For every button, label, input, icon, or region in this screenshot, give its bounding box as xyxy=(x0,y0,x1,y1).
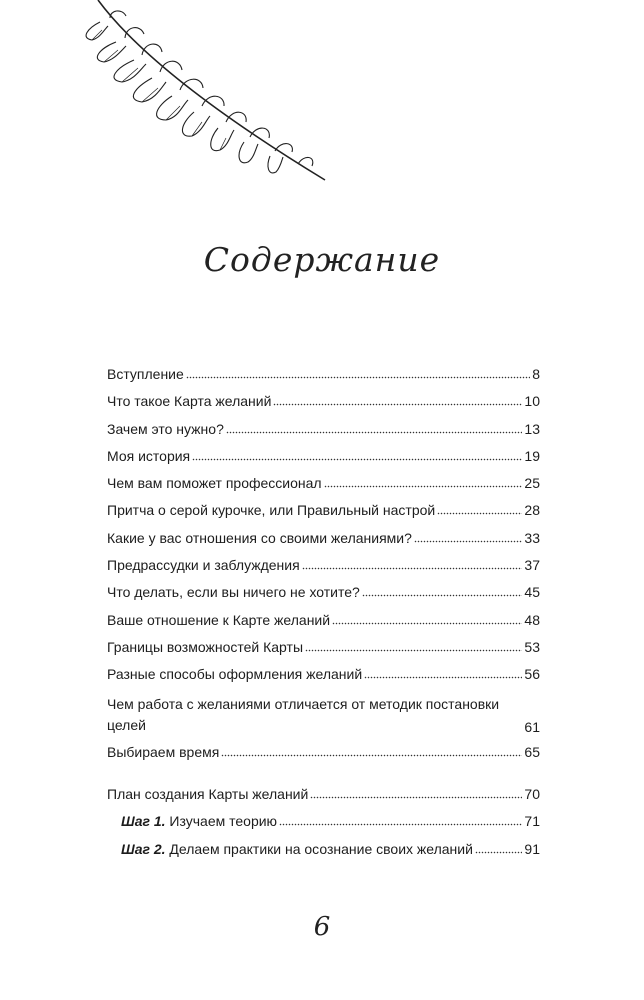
leader-dots xyxy=(192,449,522,461)
toc-item-page: 33 xyxy=(524,529,540,546)
leader-dots xyxy=(414,531,523,543)
page-number: 6 xyxy=(313,912,331,942)
leader-dots xyxy=(310,787,522,799)
toc-item[interactable] xyxy=(107,366,540,393)
leader-dots xyxy=(362,585,523,597)
toc-item-label: Вступление xyxy=(107,366,184,382)
table-of-contents-plan xyxy=(107,786,540,868)
toc-item[interactable] xyxy=(107,584,540,611)
leader-dots xyxy=(475,842,523,854)
toc-item[interactable] xyxy=(107,612,540,639)
toc-item-label: Ваше отношение к Карте желаний xyxy=(107,611,331,628)
toc-item-page: 48 xyxy=(524,611,540,628)
toc-item-label: Границы возможностей Карты xyxy=(107,638,303,655)
toc-item-page: 53 xyxy=(524,638,540,655)
toc-item-label: Зачем это нужно? xyxy=(107,420,224,437)
toc-item-label: Чем вам поможет профессионал xyxy=(107,475,322,492)
toc-item-page: 91 xyxy=(524,840,540,857)
toc-item[interactable] xyxy=(107,666,540,693)
toc-item-label: Разные способы оформления желаний xyxy=(107,666,363,683)
toc-item-page: 25 xyxy=(524,475,540,492)
fern-branch-icon xyxy=(40,0,340,190)
toc-item[interactable] xyxy=(107,393,540,420)
toc-item[interactable] xyxy=(107,744,540,771)
leader-dots xyxy=(332,613,522,625)
leader-dots xyxy=(302,558,523,570)
toc-item-page: 71 xyxy=(524,813,540,830)
toc-item-label: Притча о серой курочке, или Правильный настрой xyxy=(107,502,436,519)
toc-item-page: 61 xyxy=(524,718,540,735)
toc-item-page: 19 xyxy=(524,447,540,464)
toc-item-page: 45 xyxy=(524,584,540,601)
toc-item[interactable] xyxy=(107,448,540,475)
leader-dots xyxy=(273,394,522,406)
toc-step-number: Шаг 2. xyxy=(121,840,166,857)
toc-item[interactable] xyxy=(107,421,540,448)
leader-dots xyxy=(221,745,522,757)
toc-step-number: Шаг 1. xyxy=(121,813,166,830)
toc-item-label: Выбираем время xyxy=(107,743,220,760)
toc-item-page: 37 xyxy=(524,557,540,574)
toc-item-label: Что делать, если вы ничего не хотите? xyxy=(107,584,360,601)
toc-item-label: Предрассудки и заблуждения xyxy=(107,557,300,574)
toc-item[interactable] xyxy=(107,502,540,529)
toc-item-page: 56 xyxy=(524,666,540,683)
toc-item[interactable] xyxy=(107,557,540,584)
toc-item-page: 65 xyxy=(524,743,540,760)
toc-item-page: 70 xyxy=(524,786,540,802)
toc-item-page: 13 xyxy=(524,420,540,437)
leader-dots xyxy=(186,367,530,379)
toc-step-item[interactable] xyxy=(107,841,540,868)
toc-item-label: Чем работа с желаниями отличается от методик постановки целей xyxy=(107,695,500,733)
leader-dots xyxy=(279,814,522,826)
toc-item-label: Моя история xyxy=(107,447,191,464)
toc-item[interactable] xyxy=(107,786,540,813)
leader-dots xyxy=(364,667,522,679)
toc-item-label: Делаем практики на осознание своих желаний xyxy=(169,840,473,857)
leader-dots xyxy=(305,640,522,652)
toc-item-label: Что такое Карта желаний xyxy=(107,393,272,410)
toc-item-label: Какие у вас отношения со своими желаниями? xyxy=(107,529,412,546)
toc-item-page: 10 xyxy=(524,393,540,410)
toc-item[interactable] xyxy=(107,475,540,502)
page-title: Содержание xyxy=(203,240,441,279)
toc-item[interactable] xyxy=(107,530,540,557)
leader-dots xyxy=(437,503,522,515)
toc-item[interactable] xyxy=(107,694,540,736)
toc-item-page: 28 xyxy=(524,502,540,519)
toc-step-item[interactable] xyxy=(107,813,540,840)
table-of-contents xyxy=(107,366,540,771)
leader-dots xyxy=(324,476,523,488)
toc-item[interactable] xyxy=(107,639,540,666)
toc-item-page: 8 xyxy=(532,366,540,382)
leader-dots xyxy=(226,422,523,434)
toc-item-label: Изучаем теорию xyxy=(169,813,278,830)
toc-item-label: План создания Карты желаний xyxy=(107,786,309,802)
